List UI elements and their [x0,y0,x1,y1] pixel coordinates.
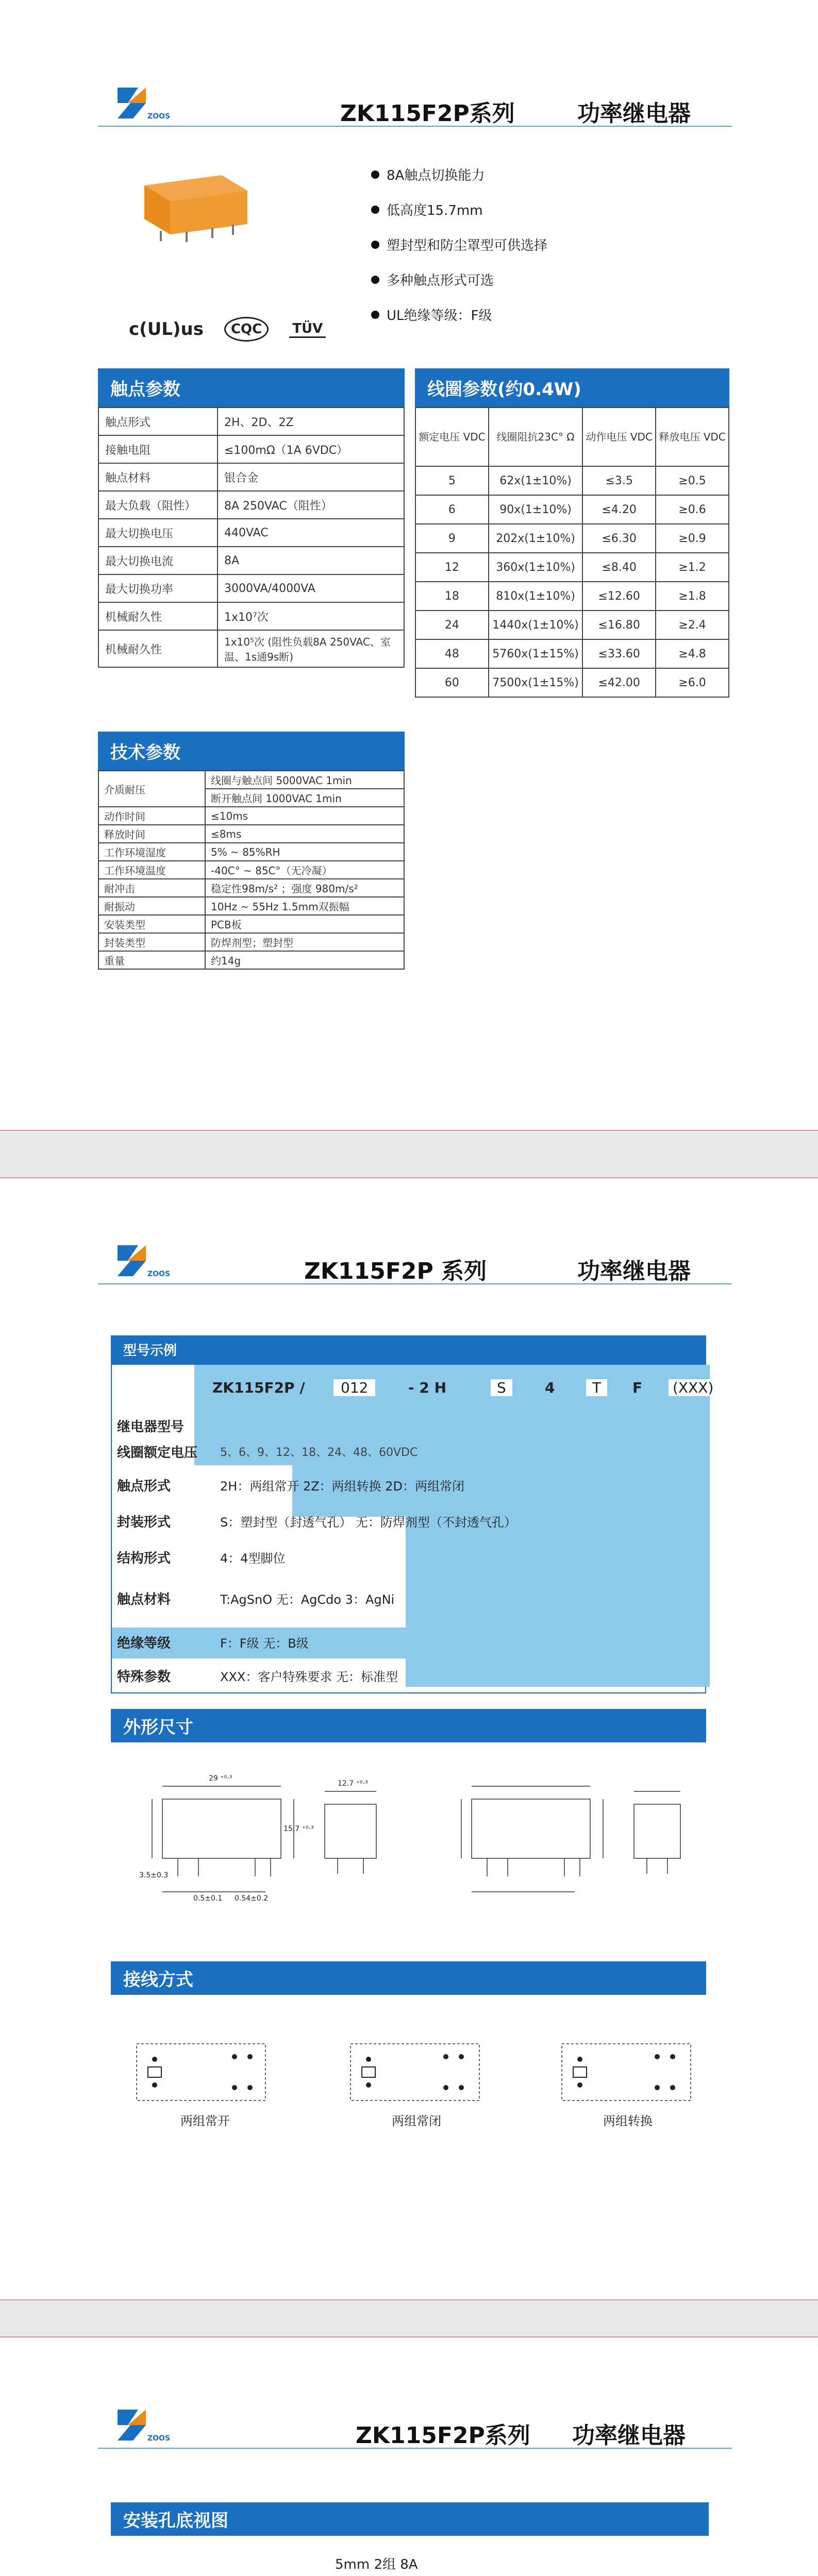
feature-4: 多种触点形式可选 [371,270,494,289]
brand-logo [118,2404,174,2446]
page-2 [0,1177,818,2300]
contact-table [98,407,405,668]
relay-image [139,170,253,242]
table-row: 18 810x(1±10%) ≤12.60 ≥1.8 [415,582,729,611]
dims-section-bar: 外形尺寸 [111,1709,706,1742]
page-3 [0,2336,818,2576]
table-row: 48 5760x(1±15%) ≤33.60 ≥4.8 [415,639,729,668]
code-voltage: 012 [333,1379,375,1396]
table-row: 最大负载（阻性） 8A 250VAC（阻性） [98,491,404,519]
wiring-section-bar: 接线方式 [111,1961,706,1995]
feature-1: 8A触点切换能力 [371,165,485,184]
table-row: 机械耐久性 1x10⁷次 [98,602,404,630]
table-row: 触点形式 2H、2D、2Z [98,408,404,435]
tuv-cert-icon: TÜV [289,321,326,338]
ul-cert-icon: c(UL)us [129,319,204,340]
wiring-label-no: 两组常开 [180,2114,230,2128]
feature-2: 低高度15.7mm [371,200,483,219]
contact-section-bar: 触点参数 [98,368,405,407]
table-row: 动作时间 ≤10ms [98,807,404,825]
dim-height: 15.7 ⁺⁰·³ [283,1825,314,1833]
brand-logo [118,82,174,124]
table-row: 安装类型 PCB板 [98,915,404,933]
coil-table [415,407,729,698]
svg-text:ZOOS: ZOOS [147,112,171,121]
page-header [98,2404,732,2451]
product-type: 功率继电器 [577,1258,691,1284]
dim-length: 29 ⁺⁰·³ [209,1774,232,1783]
dim-pin-width: 0.5±0.1 [193,1894,223,1903]
feature-3: 塑封型和防尘罩型可供选择 [371,235,547,254]
order-row: 触点形式 2H：两组常开 2Z：两组转换 2D：两组常闭 [117,1479,465,1494]
table-row: 耐冲击 稳定性98m/s² ；强度 980m/s² [98,879,404,897]
table-row: 工作环境湿度 5% ~ 85%RH [98,843,404,861]
coil-section-bar: 线圈参数(约0.4W) [415,368,729,407]
tech-section-bar: 技术参数 [98,732,405,770]
header-rule [98,1283,732,1284]
order-panel [111,1364,714,1693]
order-row: 触点材料 T:AgSnO 无：AgCdo 3：AgNi [117,1592,395,1607]
cert-row [129,317,326,342]
table-row: 9 202x(1±10%) ≤6.30 ≥0.9 [415,524,729,553]
table-row: 触点材料 银合金 [98,463,404,491]
order-row: 继电器型号 [117,1419,185,1435]
table-header-row: 额定电压 VDC 线圈阻抗23C° Ω 动作电压 VDC 释放电压 VDC [415,408,729,466]
dim-pin-offset: 0.54±0.2 [235,1894,269,1903]
dim-width: 12.7 ⁺⁰·³ [338,1780,368,1788]
wiring-label-co: 两组转换 [603,2114,653,2128]
table-row: 耐振动 10Hz ~ 55Hz 1.5mm双振幅 [98,897,404,915]
pcb-subtitle: 5mm 2组 8A [335,2557,418,2572]
table-row: 断开触点间 1000VAC 1min [98,789,404,807]
svg-text:ZOOS: ZOOS [147,2434,171,2443]
dimension-drawings [111,1742,706,1959]
order-row: 绝缘等级 F：F级 无：B级 [117,1636,309,1651]
table-row: 最大切换电流 8A [98,547,404,574]
series-title: ZK115F2P系列 [340,100,515,127]
feature-5: UL绝缘等级：F级 [371,305,492,324]
table-row: 释放时间 ≤8ms [98,825,404,843]
table-row: 重量 约14g [98,951,404,969]
dim-pin-length: 3.5±0.3 [139,1871,169,1879]
order-row: 线圈额定电压 5、6、9、12、18、24、48、60VDC [117,1445,418,1461]
code-package: S [491,1379,512,1396]
code-model: ZK115F2P / [212,1379,305,1396]
table-row: 工作环境温度 -40C° ~ 85C°（无冷凝） [98,861,404,879]
table-row: 最大切换电压 440VAC [98,519,404,547]
pcb-section-bar: 安装孔底视图 [111,2502,709,2536]
table-row: 介质耐压 线圈与触点间 5000VAC 1min [98,771,404,789]
table-row: 接触电阻 ≤100mΩ（1A 6VDC） [98,435,404,463]
header-rule [98,126,732,127]
code-material: T [586,1379,607,1396]
table-row: 12 360x(1±10%) ≤8.40 ≥1.2 [415,553,729,582]
code-structure: 4 [545,1379,555,1396]
wiring-diagrams [111,2003,706,2147]
brand-logo [118,1240,174,1281]
table-row: 24 1440x(1±10%) ≤16.80 ≥2.4 [415,611,729,639]
table-row: 60 7500x(1±15%) ≤42.00 ≥6.0 [415,668,729,697]
order-row: 结构形式 4：4型脚位 [117,1551,286,1566]
header-rule [98,2448,732,2449]
page-1 [0,0,818,1131]
page-header [98,1240,732,1286]
code-insulation: F [632,1379,643,1396]
table-row: 机械耐久性 1x10⁵次 (阻性负载8A 250VAC、室温、1s通9s断) [98,630,404,667]
series-title: ZK115F2P 系列 [304,1258,487,1284]
order-row: 封装形式 S：塑封型（封透气孔） 无：防焊剂型（不封透气孔） [117,1515,516,1530]
order-section-bar: 型号示例 [111,1335,706,1364]
series-title: ZK115F2P系列 [356,2422,530,2449]
tech-table [98,770,405,970]
table-row: 5 62x(1±10%) ≤3.5 ≥0.5 [415,466,729,495]
code-contact: - 2 H [408,1379,447,1396]
product-type: 功率继电器 [572,2422,686,2449]
page-header [98,82,732,129]
order-row: 特殊参数 XXX：客户特殊要求 无：标准型 [117,1669,398,1685]
product-type: 功率继电器 [577,100,691,127]
svg-text:ZOOS: ZOOS [147,1270,171,1278]
table-row: 封装类型 防焊剂型；塑封型 [98,933,404,951]
wiring-label-nc: 两组常闭 [392,2114,441,2128]
cqc-cert-icon: CQC [224,317,269,342]
table-row: 最大切换功率 3000VA/4000VA [98,574,404,602]
table-row: 6 90x(1±10%) ≤4.20 ≥0.6 [415,495,729,524]
code-special: (XXX) [669,1379,717,1396]
